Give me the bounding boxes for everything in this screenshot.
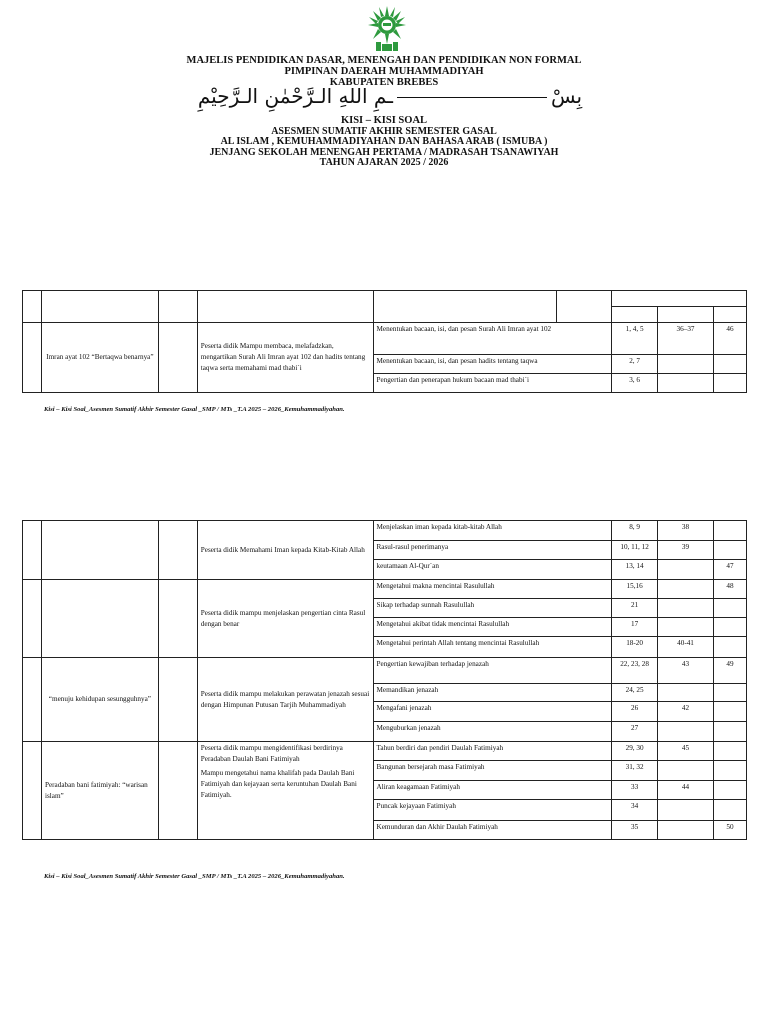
item-number-cell: 46 [713,323,746,355]
table-row [23,323,747,355]
subtitle-line: AL ISLAM , KEMUHAMMADIYAHAN DAN BAHASA ARAB ( ISMUBA ) [220,136,548,147]
item-number-cell [658,821,714,840]
materi-cell: Imran ayat 102 “Bertaqwa benarnya” [41,323,158,393]
item-number-cell: 26 [612,702,658,722]
page-footer: Kisi – Kisi Soal_Asesmen Sumatif Akhir Semester Gasal _SMP / MTs _T.A 2025 – 2026_Kemuhammadiyahan. [44,873,345,880]
tujuan-text: Mampu mengetahui nama khalifah pada Daulah Bani Fatimiyah dan kejayaan serta keruntuhan Daulah Bani Fatimiyah. [200,769,357,799]
indikator-cell: Puncak kejayaan Fatimiyah [373,800,612,821]
item-number-cell: 15,16 [612,580,658,599]
item-number-cell: 40-41 [658,637,714,658]
item-number-cell: 1, 4, 5 [612,323,658,355]
item-number-cell: 45 [658,742,714,761]
item-number-cell: 10, 11, 12 [612,541,658,560]
indikator-cell: Menjelaskan iman kepada kitab-kitab Allah [373,521,612,541]
table-row [23,658,747,684]
tujuan-cell: Peserta didik mampu melakukan perawatan jenazah sesuai dengan Himpunan Putusan Tarjih Muhammadiyah [197,658,373,742]
subtitle-line: ASESMEN SUMATIF AKHIR SEMESTER GASAL [271,125,497,137]
tujuan-cell [197,742,373,840]
item-number-cell: 44 [658,781,714,800]
tujuan-cell: Peserta didik Memahami Iman kepada Kitab-Kitab Allah [197,521,373,580]
indikator-cell: Mengetahui makna mencintai Rasulullah [373,580,612,599]
item-number-cell: 48 [713,580,746,599]
basmalah-end: ـمِ اللهِ الـرَّحْمٰنِ الـرَّحِيْمِ [197,84,394,108]
item-number-cell: 33 [612,781,658,800]
item-number-cell: 21 [612,599,658,618]
item-number-cell: 22, 23, 28 [612,658,658,684]
item-number-cell: 34 [612,800,658,821]
indikator-cell: Rasul-rasul penerimanya [373,541,612,560]
item-number-cell: 13, 14 [612,560,658,580]
item-number-cell [713,618,746,637]
table-row [23,580,747,599]
item-number-cell [713,355,746,374]
item-number-cell [713,702,746,722]
indikator-cell: Mengetahui perintah Allah tentang mencintai Rasulullah [373,637,612,658]
item-number-cell [658,800,714,821]
materi-cell [41,521,158,580]
item-number-cell [658,355,714,374]
item-number-cell [658,599,714,618]
item-number-cell [713,781,746,800]
item-number-cell: 3, 6 [612,374,658,393]
item-number-cell [658,618,714,637]
tujuan-cell: Peserta didik Mampu membaca, melafadzkan, mengartikan Surah Ali Imran ayat 102 dan hadits tentang taqwa serta memahami mad thabi`i [197,323,373,393]
indikator-cell: Menentukan bacaan, isi, dan pesan Surah Ali Imran ayat 102 [373,323,612,355]
indikator-cell: Aliran keagamaan Fatimiyah [373,781,612,800]
basmalah [180,84,600,110]
item-number-cell: 2, 7 [612,355,658,374]
grid-table-1 [22,290,747,393]
item-number-cell: 39 [658,541,714,560]
tujuan-text: Peserta didik mampu mengidentifikasi berdirinya Peradaban Daulah Bani Fatimiyah [200,744,343,763]
header-line: KABUPATEN BREBES [329,77,439,88]
item-number-cell: 29, 30 [612,742,658,761]
item-number-cell: 38 [658,521,714,541]
indikator-cell: keutamaan Al-Qur`an [373,560,612,580]
tujuan-cell: Peserta didik mampu menjelaskan pengertian cinta Rasul dengan benar [197,580,373,658]
item-number-cell: 36–37 [658,323,714,355]
indikator-cell: Menentukan bacaan, isi, dan pesan hadits tentang taqwa [373,355,612,374]
indikator-cell: Bangunan bersejarah masa Fatimiyah [373,761,612,781]
item-number-cell: 49 [713,658,746,684]
item-number-cell [658,761,714,781]
indikator-cell: Mengetahui akibat tidak mencintai Rasulullah [373,618,612,637]
item-number-cell [713,637,746,658]
item-number-cell [713,722,746,742]
item-number-cell: 42 [658,702,714,722]
item-number-cell: 47 [713,560,746,580]
muhammadiyah-logo-icon [362,6,412,52]
header-line: PIMPINAN DAERAH MUHAMMADIYAH [284,66,484,77]
item-number-cell: 35 [612,821,658,840]
item-number-cell [713,541,746,560]
item-number-cell [658,374,714,393]
item-number-cell [658,560,714,580]
subtitle-line: TAHUN AJARAN 2025 / 2026 [319,157,449,168]
item-number-cell: 27 [612,722,658,742]
item-number-cell: 31, 32 [612,761,658,781]
indikator-cell: Pengertian dan penerapan hukum bacaan mad thabi`i [373,374,612,393]
item-number-cell [713,521,746,541]
subtitle-line: JENJANG SEKOLAH MENENGAH PERTAMA / MADRASAH TSANAWIYAH [209,146,559,158]
indikator-cell: Tahun berdiri dan pendiri Daulah Fatimiyah [373,742,612,761]
item-number-cell [713,599,746,618]
item-number-cell: 43 [658,658,714,684]
grid-table-2 [22,520,747,840]
indikator-cell: Memandikan jenazah [373,684,612,702]
page-footer: Kisi – Kisi Soal_Asesmen Sumatif Akhir Semester Gasal _SMP / MTs _T.A 2025 – 2026_Kemuhammadiyahan. [44,406,345,413]
indikator-cell: Kemunduran dan Akhir Daulah Fatimiyah [373,821,612,840]
item-number-cell [713,761,746,781]
indikator-cell: Mengafani jenazah [373,702,612,722]
table-row [23,742,747,761]
item-number-cell: 17 [612,618,658,637]
materi-cell [41,580,158,658]
item-number-cell [713,800,746,821]
materi-cell: “menuju kehidupan sesungguhnya” [41,658,158,742]
item-number-cell [713,742,746,761]
indikator-cell: Pengertian kewajiban terhadap jenazah [373,658,612,684]
item-number-cell: 24, 25 [612,684,658,702]
indikator-cell: Sikap terhadap sunnah Rasulullah [373,599,612,618]
basmalah-stroke [397,97,547,98]
basmalah-start: بِسْ [551,84,583,108]
item-number-cell: 50 [713,821,746,840]
indikator-cell: Menguburkan jenazah [373,722,612,742]
materi-cell: Peradaban bani fatimiyah: “warisan islam” [41,742,158,840]
table-row [23,521,747,541]
item-number-cell [658,684,714,702]
item-number-cell [713,684,746,702]
item-number-cell [658,580,714,599]
item-number-cell: 18-20 [612,637,658,658]
item-number-cell [713,374,746,393]
item-number-cell [658,722,714,742]
document-title: KISI – KISI SOAL [340,115,428,126]
item-number-cell: 8, 9 [612,521,658,541]
document-title-block [0,116,768,169]
header-line: MAJELIS PENDIDIKAN DASAR, MENENGAH DAN PENDIDIKAN NON FORMAL [186,55,582,66]
